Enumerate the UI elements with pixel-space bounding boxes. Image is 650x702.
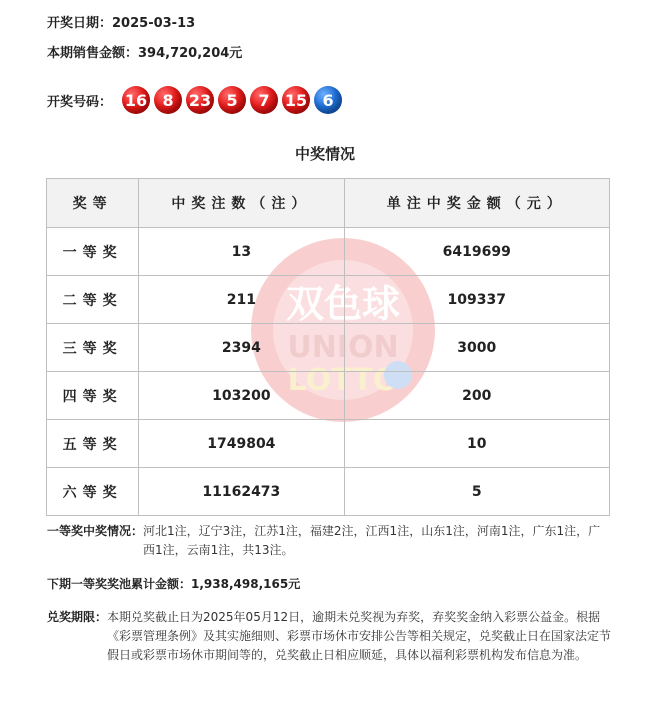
table-row xyxy=(47,468,610,516)
jackpot-pool-label: 下期一等奖奖池累计金额： xyxy=(47,577,192,591)
claim-deadline xyxy=(47,608,612,665)
prize-level: 六等奖 xyxy=(47,468,139,516)
red-ball: 8 xyxy=(154,86,182,114)
red-ball: 7 xyxy=(250,86,278,114)
prize-amount: 3000 xyxy=(344,324,609,372)
sales-value: 394,720,204元 xyxy=(138,46,243,61)
watermark-line2: UNION xyxy=(287,330,399,365)
first-prize-detail xyxy=(47,522,612,560)
winning-numbers-label: 开奖号码： xyxy=(47,94,113,110)
watermark-line3: LOTTO xyxy=(287,363,399,398)
prize-level: 三等奖 xyxy=(47,324,139,372)
winner-count: 1749804 xyxy=(139,420,344,468)
table-row xyxy=(47,324,610,372)
red-ball: 23 xyxy=(186,86,214,114)
jackpot-pool-value: 1,938,498,165元 xyxy=(191,577,301,591)
first-prize-detail-text: 河北1注，辽宁3注，江苏1注，福建2注，江西1注，山东1注，河南1注，广东1注，广西1注，云南1注，共13注。 xyxy=(143,524,601,557)
draw-date-label: 开奖日期： xyxy=(47,16,113,31)
prize-level: 四等奖 xyxy=(47,372,139,420)
claim-deadline-text: 本期兑奖截止日为2025年05月12日，逾期未兑奖视为弃奖，弃奖奖金纳入彩票公益金。根据《彩票管理条例》及其实施细则、彩票市场休市安排公告等相关规定，兑奖截止日在国家法定节假日或彩票市场休市期间等的，兑奖截止日相应顺延，具体以福利彩票机构发布信息为准。 xyxy=(107,610,612,662)
red-ball: 5 xyxy=(218,86,246,114)
prize-amount: 109337 xyxy=(344,276,609,324)
winner-count: 13 xyxy=(139,228,344,276)
table-row xyxy=(47,276,610,324)
claim-deadline-label: 兑奖期限： xyxy=(47,610,108,624)
prize-amount: 5 xyxy=(344,468,609,516)
prize-level: 二等奖 xyxy=(47,276,139,324)
column-header: 奖等 xyxy=(47,179,139,228)
prize-amount: 200 xyxy=(344,372,609,420)
first-prize-detail-label: 一等奖中奖情况： xyxy=(47,524,144,538)
prize-level: 五等奖 xyxy=(47,420,139,468)
sales-label: 本期销售金额： xyxy=(47,46,139,61)
prize-amount: 10 xyxy=(344,420,609,468)
winner-count: 103200 xyxy=(139,372,344,420)
red-ball: 16 xyxy=(122,86,150,114)
prize-amount: 6419699 xyxy=(344,228,609,276)
winner-count: 2394 xyxy=(139,324,344,372)
winning-numbers-row xyxy=(47,86,346,114)
prize-level: 一等奖 xyxy=(47,228,139,276)
table-row xyxy=(47,228,610,276)
sales-line xyxy=(47,42,242,61)
winner-count: 11162473 xyxy=(139,468,344,516)
draw-date-value: 2025-03-13 xyxy=(112,16,196,31)
table-header-row xyxy=(47,179,610,228)
draw-date-line xyxy=(47,12,195,31)
winner-count: 211 xyxy=(139,276,344,324)
column-header: 单注中奖金额（元） xyxy=(344,179,609,228)
column-header: 中奖注数（注） xyxy=(139,179,344,228)
prize-table-title: 中奖情况 xyxy=(294,145,355,163)
table-row xyxy=(47,420,610,468)
blue-ball: 6 xyxy=(314,86,342,114)
table-row xyxy=(47,372,610,420)
red-ball: 15 xyxy=(282,86,310,114)
prize-table xyxy=(46,178,610,516)
jackpot-pool-line xyxy=(47,575,300,594)
watermark-line1: 双色球 xyxy=(285,282,401,326)
